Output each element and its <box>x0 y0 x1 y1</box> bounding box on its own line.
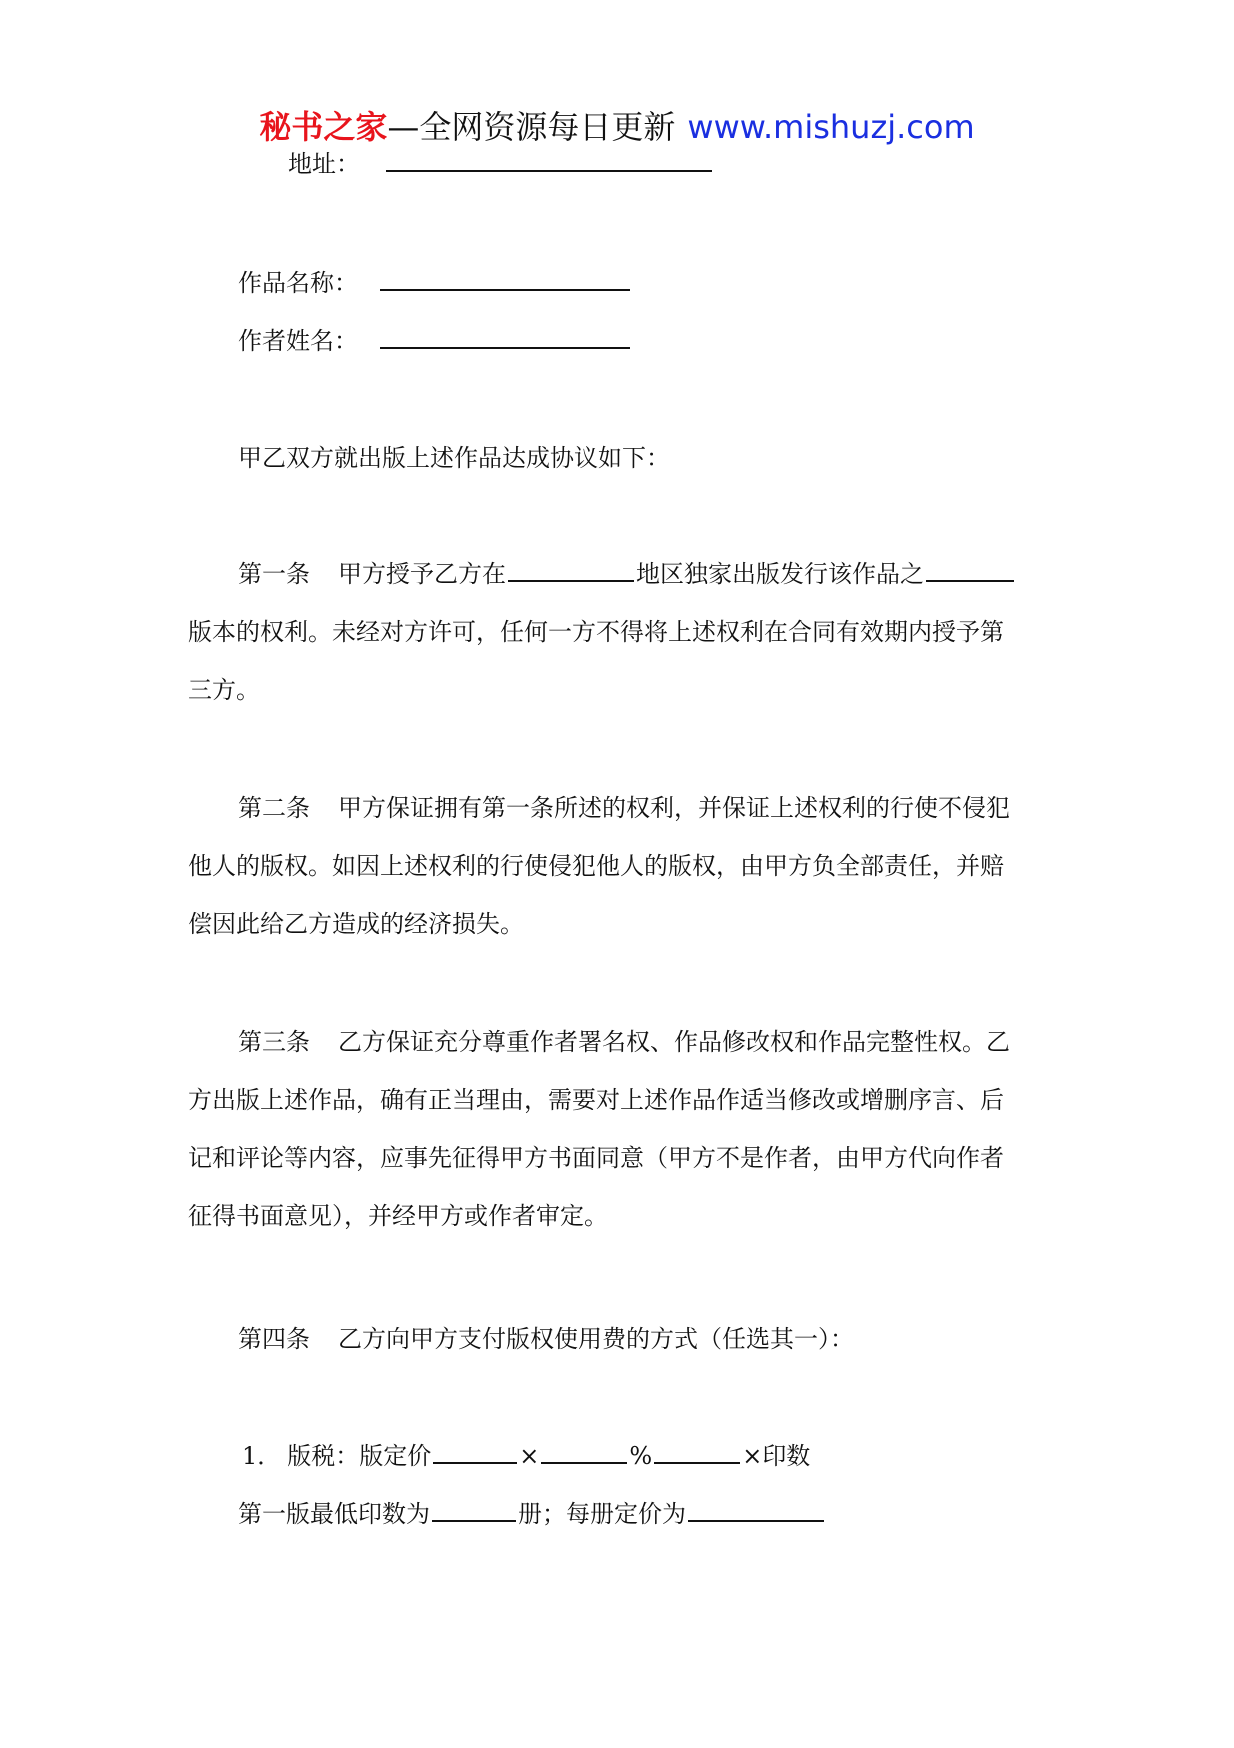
article-2 <box>188 779 1048 953</box>
article-4-heading: 第四条 <box>238 1325 310 1353</box>
address-field-row <box>288 146 714 181</box>
article-3-heading: 第三条 <box>238 1028 310 1056</box>
article-2-text-1: 甲方保证拥有第一条所述的权利，并保证上述权利的行使不侵犯 <box>338 794 1010 822</box>
article-3-line-1 <box>188 1013 1048 1071</box>
volume-price-blank[interactable] <box>688 1496 824 1522</box>
times-sign: × <box>519 1442 540 1470</box>
article-1-text-1: 甲方授予乙方在 <box>338 560 506 588</box>
article-1 <box>188 545 1048 719</box>
author-name-field-row <box>238 323 632 358</box>
article-3-line-4: 征得书面意见），并经甲方或作者审定。 <box>188 1202 608 1230</box>
work-title-label: 作品名称： <box>238 269 358 297</box>
article-1-line-1 <box>188 545 1048 603</box>
work-title-blank[interactable] <box>380 265 630 291</box>
article-4 <box>238 1322 854 1356</box>
royalty-formula-row <box>242 1438 810 1473</box>
intro-sentence: 甲乙双方就出版上述作品达成协议如下： <box>238 444 670 472</box>
article-3-text-1: 乙方保证充分尊重作者署名权、作品修改权和作品完整性权。乙 <box>338 1028 1010 1056</box>
article-2-heading: 第二条 <box>238 794 310 822</box>
royalty-label: 版税：版定价 <box>287 1442 432 1470</box>
work-title-field-row <box>238 265 632 300</box>
site-brand: 秘书之家 <box>259 108 388 146</box>
times-print-count: ×印数 <box>742 1442 811 1470</box>
article-3 <box>188 1013 1048 1245</box>
article-2-line-1 <box>188 779 1048 837</box>
author-name-blank[interactable] <box>380 323 630 349</box>
volume-price-label: 册；每册定价为 <box>518 1500 686 1528</box>
article-1-line-3: 三方。 <box>188 676 260 704</box>
site-tagline: —全网资源每日更新 <box>387 108 676 146</box>
rate-blank[interactable] <box>541 1438 627 1464</box>
author-name-label: 作者姓名： <box>238 327 358 355</box>
article-1-text-2: 地区独家出版发行该作品之 <box>636 560 924 588</box>
article-1-heading: 第一条 <box>238 560 310 588</box>
min-print-blank[interactable] <box>432 1496 516 1522</box>
royalty-item-number: 1． <box>242 1442 282 1470</box>
article-2-line-3: 偿因此给乙方造成的经济损失。 <box>188 910 524 938</box>
min-print-label: 第一版最低印数为 <box>238 1500 430 1528</box>
edition-blank[interactable] <box>926 556 1014 582</box>
price-blank[interactable] <box>433 1438 517 1464</box>
article-2-line-2: 他人的版权。如因上述权利的行使侵犯他人的版权，由甲方负全部责任，并赔 <box>188 852 1004 880</box>
address-blank[interactable] <box>386 146 712 172</box>
min-print-row <box>238 1496 826 1531</box>
site-header <box>0 102 1234 148</box>
site-url-link[interactable]: www.mishuzj.com <box>687 108 975 146</box>
region-blank[interactable] <box>508 556 634 582</box>
article-4-text-1: 乙方向甲方支付版权使用费的方式（任选其一）： <box>338 1325 854 1353</box>
article-1-line-2: 版本的权利。未经对方许可，任何一方不得将上述权利在合同有效期内授予第 <box>188 618 1004 646</box>
rate-extra-blank[interactable] <box>654 1438 740 1464</box>
article-3-line-3: 记和评论等内容，应事先征得甲方书面同意（甲方不是作者，由甲方代向作者 <box>188 1144 1004 1172</box>
intro-text <box>238 441 670 475</box>
percent-sign: % <box>629 1442 653 1470</box>
address-label: 地址： <box>288 150 360 178</box>
article-3-line-2: 方出版上述作品，确有正当理由，需要对上述作品作适当修改或增删序言、后 <box>188 1086 1004 1114</box>
